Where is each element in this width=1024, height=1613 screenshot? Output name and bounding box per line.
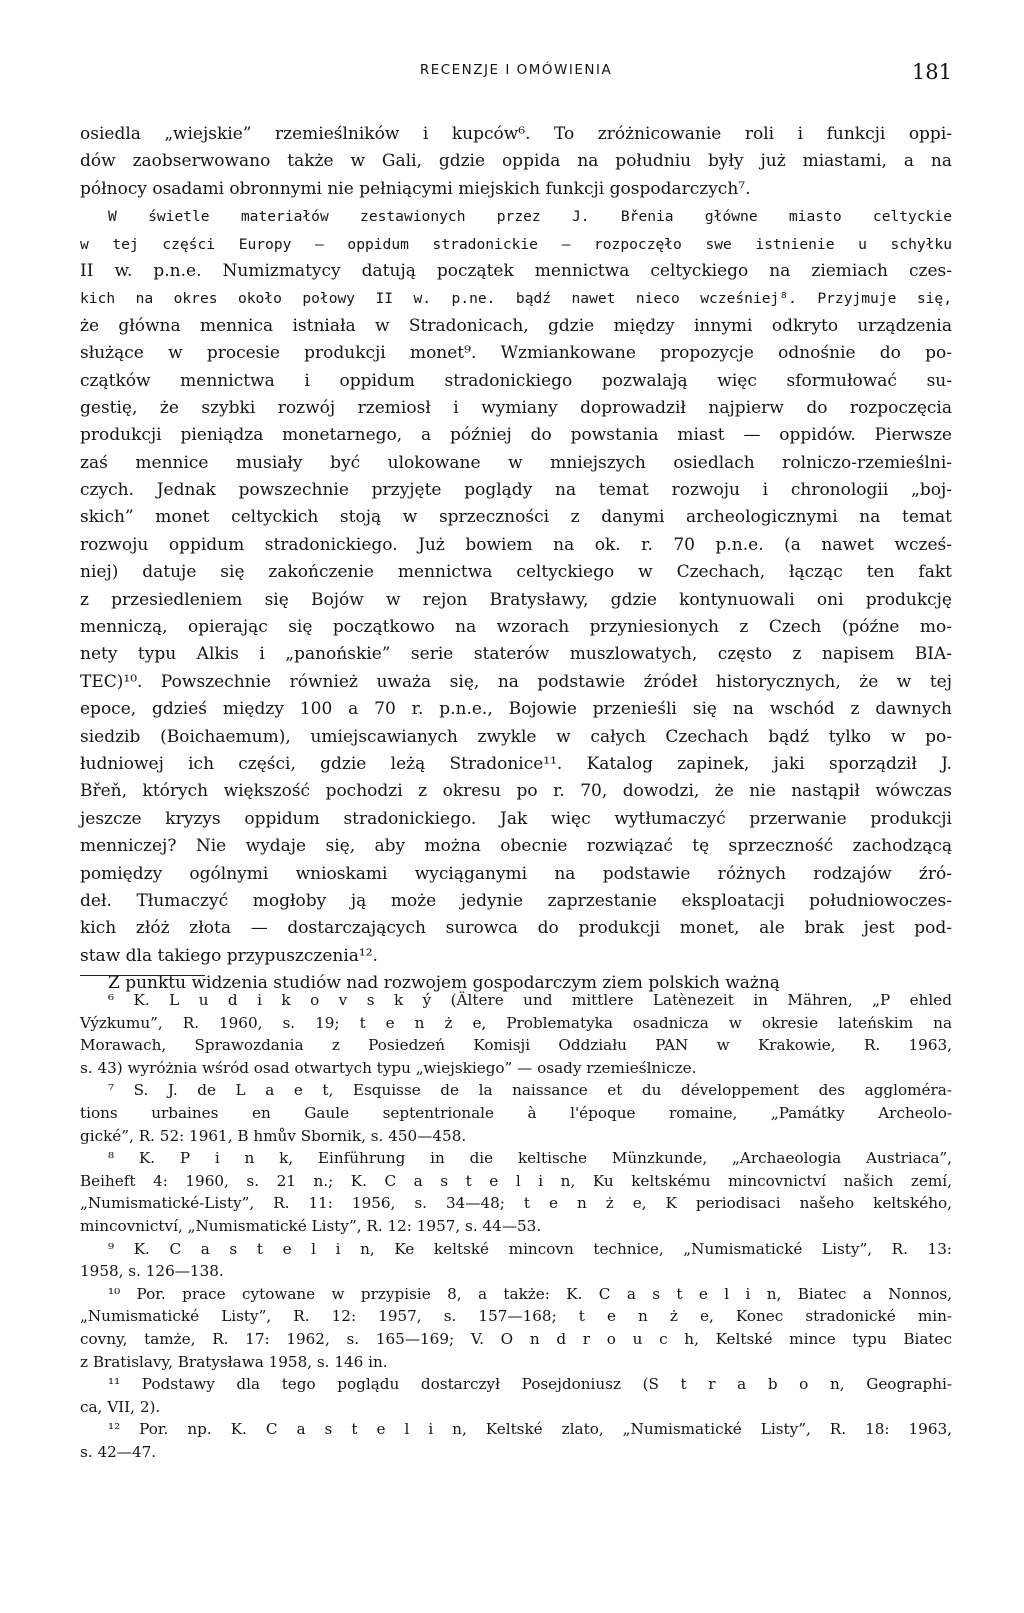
footnote-line: ¹¹ Podstawy dla tego poglądu dostarczył Posejdoniusz (S t r a b o n, Geographi- xyxy=(108,1375,952,1394)
body-line: Z punktu widzenia studiów nad rozwojem gospodarczym ziem polskich ważną xyxy=(108,973,780,994)
footnote-line: s. 43) wyróżnia wśród osad otwartych typu „wiejskiego” — osady rzemieślnicze. xyxy=(80,1058,697,1077)
body-line: TEC)¹⁰. Powszechnie również uważa się, na podstawie źródeł historycznych, że w tej xyxy=(80,671,952,692)
body-line: łudniowej ich części, gdzie leżą Stradonice¹¹. Katalog zapinek, jaki sporządził J. xyxy=(80,753,952,774)
body-line: pomiędzy ogólnymi wnioskami wyciąganymi na podstawie różnych rodzajów źró- xyxy=(80,863,952,884)
body-line: siedzib (Boichaemum), umiejscawianych zwykle w całych Czechach bądź tylko w po- xyxy=(80,726,952,747)
body-line: staw dla takiego przypuszczenia¹². xyxy=(80,945,378,966)
footnotes xyxy=(80,989,952,1463)
body-line: północy osadami obronnymi nie pełniącymi miejskich funkcji gospodarczych⁷. xyxy=(80,178,751,199)
footnote-line: Morawach, Sprawozdania z Posiedzeń Komisji Oddziału PAN w Krakowie, R. 1963, xyxy=(80,1036,952,1055)
page-number: 181 xyxy=(911,60,952,84)
body-line: w tej części Europy — oppidum stradonickie — rozpoczęło swe istnienie u schyłku xyxy=(80,235,952,253)
body-text xyxy=(80,121,952,998)
footnote-line: 1958, s. 126—138. xyxy=(80,1262,224,1281)
footnote-line: covny, tamże, R. 17: 1962, s. 165—169; V. O n d r o u c h, Keltské mince typu Biatec xyxy=(80,1329,952,1348)
body-line: rozwoju oppidum stradonickiego. Już bowiem na ok. r. 70 p.n.e. (a nawet wcześ- xyxy=(80,534,952,555)
body-line: nety typu Alkis i „panońskie” serie staterów muszlowatych, często z napisem BIA- xyxy=(80,644,952,665)
footnote-line: ca, VII, 2). xyxy=(80,1397,161,1416)
footnote-line: ⁶ K. L u d i k o v s k ý (Ältere und mittlere Latènezeit in Mähren, „P ehled xyxy=(108,991,952,1009)
body-line: że główna mennica istniała w Stradonicach, gdzie między innymi odkryto urządzenia xyxy=(80,315,952,336)
body-line: produkcji pieniądza monetarnego, a później do powstania miast — oppidów. Pierwsze xyxy=(80,425,952,446)
body-line: gestię, że szybki rozwój rzemiosł i wymiany doprowadził najpierw do rozpoczęcia xyxy=(80,397,952,418)
body-line: II w. p.n.e. Numizmatycy datują początek mennictwa celtyckiego na ziemiach czes- xyxy=(80,260,952,281)
footnote-line: z Bratislavy, Bratysława 1958, s. 146 in. xyxy=(80,1352,388,1371)
body-line: dów zaobserwowano także w Gali, gdzie oppida na południu były już miastami, a na xyxy=(80,151,952,172)
body-line: deł. Tłumaczyć mogłoby ją może jedynie zaprzestanie eksploatacji południowoczes- xyxy=(80,890,952,911)
body-line: czątków mennictwa i oppidum stradonickiego pozwalają więc sformułować su- xyxy=(80,370,952,391)
body-line: czych. Jednak powszechnie przyjęte poglądy na temat rozwoju i chronologii „boj- xyxy=(80,480,952,501)
footnote-line: ⁸ K. P i n k, Einführung in die keltische Münzkunde, „Archaeologia Austriaca”, xyxy=(108,1149,952,1168)
body-line: z przesiedleniem się Bojów w rejon Bratysławy, gdzie kontynuowali oni produkcję xyxy=(80,589,952,610)
footnote-line: „Numismatické-Listy”, R. 11: 1956, s. 34—48; t e n ż e, K periodisaci našeho keltského, xyxy=(80,1194,952,1213)
body-line: zaś mennice musiały być ulokowane w mniejszych osiedlach rolniczo-rzemieślni- xyxy=(80,452,952,473)
body-line: kich złóż złota — dostarczających surowca do produkcji monet, ale brak jest pod- xyxy=(80,918,952,939)
footnote-line: tions urbaines en Gaule septentrionale à l'époque romaine, „Památky Archeolo- xyxy=(80,1103,952,1122)
body-line: menniczą, opierając się początkowo na wzorach przyniesionych z Czech (późne mo- xyxy=(80,617,952,638)
footnote-line: gické”, R. 52: 1961, B hmův Sbornik, s. 450—458. xyxy=(80,1126,467,1145)
footnote-line: mincovnictví, „Numismatické Listy”, R. 12: 1957, s. 44—53. xyxy=(80,1216,542,1235)
body-line: jeszcze kryzys oppidum stradonickiego. Jak więc wytłumaczyć przerwanie produkcji xyxy=(80,808,952,829)
footnote-line: „Numismatické Listy”, R. 12: 1957, s. 157—168; t e n ż e, Konec stradonické min- xyxy=(80,1307,952,1326)
document-page xyxy=(80,0,952,1613)
footnote-line: Beiheft 4: 1960, s. 21 n.; K. C a s t e l i n, Ku keltskému mincovnictví našich zemí, xyxy=(80,1171,952,1190)
footnote-line: ¹² Por. np. K. C a s t e l i n, Keltské zlato, „Numismatické Listy”, R. 18: 1963, xyxy=(108,1420,952,1439)
footnote-line: s. 42—47. xyxy=(80,1442,157,1461)
body-line: menniczej? Nie wydaje się, aby można obecnie rozwiązać tę sprzeczność zachodzącą xyxy=(80,836,952,857)
body-line: niej) datuje się zakończenie mennictwa celtyckiego w Czechach, łącząc ten fakt xyxy=(80,562,952,583)
footnote-line: Výzkumu”, R. 1960, s. 19; t e n ż e, Problematyka osadnicza w okresie lateńskim na xyxy=(80,1013,952,1032)
body-line: osiedla „wiejskie” rzemieślników i kupców⁶. To zróżnicowanie roli i funkcji oppi- xyxy=(80,124,952,144)
footnote-separator xyxy=(80,975,205,976)
footnote-line: ⁹ K. C a s t e l i n, Ke keltské mincovn technice, „Numismatické Listy”, R. 13: xyxy=(108,1239,952,1258)
body-line: służące w procesie produkcji monet⁹. Wzmiankowane propozycje odnośnie do po- xyxy=(80,343,952,364)
body-line: skich” monet celtyckich stoją w sprzeczności z danymi archeologicznymi na temat xyxy=(80,507,952,528)
body-line: epoce, gdzieś między 100 a 70 r. p.n.e., Bojowie przenieśli się na wschód z dawnych xyxy=(80,699,952,720)
body-line: kich na okres około połowy II w. p.ne. bądź nawet nieco wcześniej⁸. Przyjmuje się, xyxy=(80,290,952,308)
footnote-line: ⁷ S. J. de L a e t, Esquisse de la naissance et du développement des aggloméra- xyxy=(108,1081,952,1100)
body-line: Břeň, których większość pochodzi z okresu po r. 70, dowodzi, że nie nastąpił wówczas xyxy=(80,781,952,802)
body-line: W świetle materiałów zestawionych przez J. Břenia główne miasto celtyckie xyxy=(108,208,952,226)
running-title: RECENZJE I OMÓWIENIA xyxy=(419,62,613,78)
footnote-line: ¹⁰ Por. prace cytowane w przypisie 8, a także: K. C a s t e l i n, Biatec a Nonnos, xyxy=(108,1284,952,1303)
running-head xyxy=(80,62,952,88)
